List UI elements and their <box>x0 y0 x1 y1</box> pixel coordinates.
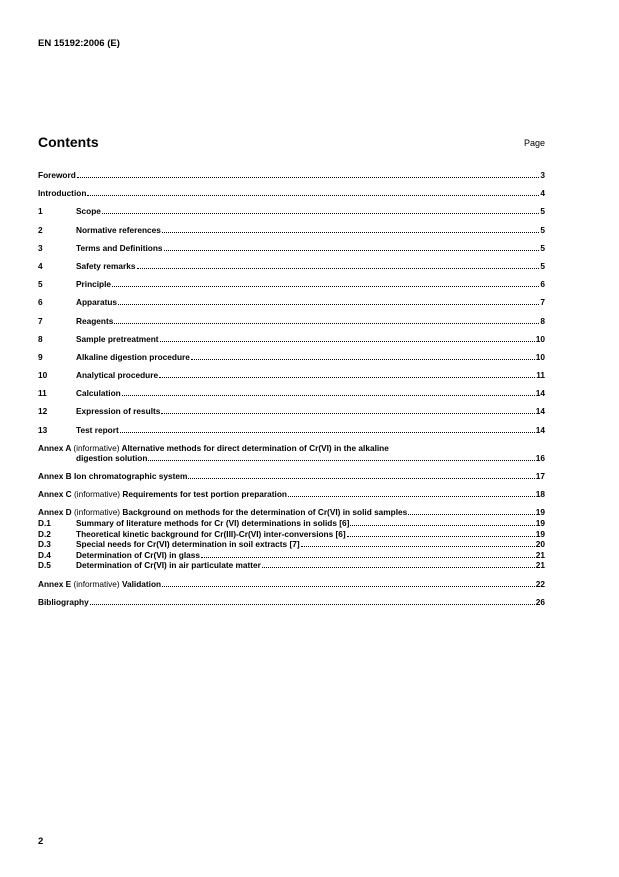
toc-entry-bibliography[interactable] <box>38 597 545 607</box>
toc-entry-text: Alkaline digestion procedure <box>76 351 190 362</box>
toc-entry-text: Determination of Cr(VI) in glass <box>76 549 201 560</box>
dot-leader <box>120 431 535 433</box>
toc-entry-text: Background on methods for the determination of Cr(VI) in solid samples <box>122 507 408 518</box>
dot-leader <box>288 495 535 497</box>
toc-entry-number: 12 <box>38 406 48 417</box>
toc-entry-number: 13 <box>38 424 48 435</box>
toc-entry-page: 19 <box>535 507 545 518</box>
toc-entry-number: 2 <box>38 224 43 235</box>
toc-entry[interactable] <box>38 243 545 253</box>
toc-entry-page: 21 <box>535 560 545 571</box>
toc-entry-page: 19 <box>535 528 545 539</box>
toc-entry-annex-e[interactable] <box>38 579 545 589</box>
toc-entry-text: Requirements for test portion preparation <box>122 489 287 500</box>
toc-entry[interactable] <box>38 529 545 539</box>
toc-entry-text: Analytical procedure <box>76 370 159 381</box>
toc-entry-page: 5 <box>540 242 545 253</box>
toc-entry-number: D.1 <box>38 517 51 528</box>
toc-entry[interactable] <box>38 316 545 326</box>
toc-entry[interactable] <box>38 560 545 570</box>
dot-leader <box>148 459 534 461</box>
toc-entry-text: Safety remarks <box>76 260 136 271</box>
document-header: EN 15192:2006 (E) <box>38 38 120 49</box>
annex-qualifier: (informative) <box>73 442 120 453</box>
toc-entry[interactable] <box>38 518 545 528</box>
toc-entry-number: D.2 <box>38 528 51 539</box>
toc-entry-number: 8 <box>38 333 43 344</box>
toc-entry-page: 5 <box>540 206 545 217</box>
toc-entry-page: 19 <box>535 517 545 528</box>
toc-entry[interactable] <box>38 206 545 216</box>
toc-entry[interactable] <box>38 225 545 235</box>
dot-leader <box>90 603 535 605</box>
toc-entry-page: 14 <box>535 388 545 399</box>
page-column-label: Page <box>523 138 545 148</box>
annex-title-line1: Alternative methods for direct determination of Cr(VI) in the alkaline <box>121 442 389 453</box>
toc-entry-page: 14 <box>535 424 545 435</box>
toc-entry-text: Introduction <box>38 188 87 199</box>
toc-entry-page: 21 <box>535 549 545 560</box>
annex-qualifier: (informative) <box>73 507 121 518</box>
dot-leader <box>164 249 540 251</box>
annex-label: Annex E <box>38 578 72 589</box>
toc-entry-text: Expression of results <box>76 406 161 417</box>
toc-entry-number: D.4 <box>38 549 51 560</box>
annex-qualifier: (informative) <box>73 489 121 500</box>
toc-entry[interactable] <box>38 279 545 289</box>
toc-entry-introduction[interactable] <box>38 188 545 198</box>
annex-label: Annex C <box>38 489 72 500</box>
table-of-contents <box>38 170 545 615</box>
toc-entry-text: Reagents <box>76 315 114 326</box>
toc-entry-page: 7 <box>540 297 545 308</box>
dot-leader <box>118 303 539 305</box>
toc-entry-text: Bibliography <box>38 596 89 607</box>
annex-qualifier: (informative) <box>73 578 120 589</box>
dot-leader <box>87 194 539 196</box>
dot-leader <box>102 212 539 214</box>
toc-entry-page: 10 <box>535 333 545 344</box>
toc-entry[interactable] <box>38 539 545 549</box>
toc-entry-text: Foreword <box>38 170 76 180</box>
toc-entry-text: Terms and Definitions <box>76 242 163 253</box>
dot-leader <box>188 477 534 479</box>
toc-entry-page: 6 <box>540 279 545 290</box>
toc-entry-text: Special needs for Cr(VI) determination in soil extracts [7] <box>76 539 300 550</box>
annex-title-line2: digestion solution <box>76 452 148 463</box>
toc-entry-text: Sample pretreatment <box>76 333 159 344</box>
dot-leader <box>301 545 535 547</box>
toc-group-annex-d <box>38 507 545 570</box>
dot-leader <box>137 267 540 269</box>
toc-entry[interactable] <box>38 352 545 362</box>
toc-entry-page: 4 <box>540 188 545 199</box>
toc-entry-page: 16 <box>535 452 545 463</box>
dot-leader <box>112 285 539 287</box>
toc-entry-text: Annex B Ion chromatographic system <box>38 471 188 481</box>
toc-entry-text: Theoretical kinetic background for Cr(III)-Cr(VI) inter-conversions [6] <box>76 528 346 539</box>
dot-leader <box>160 340 535 342</box>
toc-entry-page: 8 <box>540 315 545 326</box>
toc-entry-page: 17 <box>535 471 545 481</box>
toc-entry-number: 11 <box>38 388 47 399</box>
annex-label: Annex A <box>38 442 72 453</box>
toc-entry-number: 3 <box>38 242 43 253</box>
toc-entry[interactable] <box>38 550 545 560</box>
toc-entry-page: 14 <box>535 406 545 417</box>
toc-entry-text: Determination of Cr(VI) in air particulate matter <box>76 560 261 571</box>
toc-entry-page: 5 <box>540 224 545 235</box>
toc-entry-number: 7 <box>38 315 43 326</box>
toc-entry-text: Principle <box>76 279 112 290</box>
toc-entry-page: 18 <box>535 489 545 500</box>
toc-entry-number: 9 <box>38 351 43 362</box>
toc-entry-number: D.3 <box>38 539 51 550</box>
toc-entry[interactable] <box>38 370 545 380</box>
toc-entry-text: Scope <box>76 206 101 217</box>
toc-entry-page: 22 <box>535 578 545 589</box>
page-title: Contents <box>38 134 99 150</box>
dot-leader <box>347 535 535 537</box>
toc-entry-annex-c[interactable] <box>38 489 545 499</box>
dot-leader <box>262 566 535 568</box>
dot-leader <box>122 394 535 396</box>
dot-leader <box>114 322 539 324</box>
toc-entry-annex-d[interactable] <box>38 507 545 517</box>
toc-entry[interactable] <box>38 388 545 398</box>
toc-entry[interactable] <box>38 334 545 344</box>
dot-leader <box>161 412 534 414</box>
toc-entry-page: 26 <box>535 596 545 607</box>
toc-entry-annex-a[interactable] <box>38 443 545 463</box>
toc-entry-number: 1 <box>38 206 43 217</box>
toc-entry-text: Test report <box>76 424 119 435</box>
toc-entry[interactable] <box>38 297 545 307</box>
toc-entry-number: 4 <box>38 260 43 271</box>
toc-entry-page: 5 <box>540 260 545 271</box>
annex-label: Annex D <box>38 507 72 518</box>
dot-leader <box>408 513 534 515</box>
toc-entry-text: Summary of literature methods for Cr (VI) determinations in solids [6] <box>76 517 350 528</box>
dot-leader <box>191 358 535 360</box>
dot-leader <box>159 376 535 378</box>
toc-entry-number: 10 <box>38 370 48 381</box>
toc-entry-page: 11 <box>536 370 545 381</box>
toc-entry-text: Apparatus <box>76 297 118 308</box>
toc-entry-number: D.5 <box>38 560 51 571</box>
dot-leader <box>77 176 540 178</box>
dot-leader <box>350 524 534 526</box>
toc-entry[interactable] <box>38 261 545 271</box>
toc-entry-page: 20 <box>535 539 545 550</box>
dot-leader <box>162 585 535 587</box>
dot-leader <box>162 231 540 233</box>
toc-entry-number: 6 <box>38 297 43 308</box>
toc-entry-text: Normative references <box>76 224 161 235</box>
toc-entry-foreword[interactable] <box>38 170 545 180</box>
dot-leader <box>201 556 535 558</box>
toc-entry[interactable] <box>38 406 545 416</box>
toc-entry-text: Validation <box>121 578 162 589</box>
toc-entry-number: 5 <box>38 279 43 290</box>
toc-entry[interactable] <box>38 425 545 435</box>
toc-entry-page: 3 <box>540 170 545 180</box>
toc-entry-annex-b[interactable] <box>38 471 545 481</box>
toc-entry-page: 10 <box>535 351 545 362</box>
toc-entry-text: Calculation <box>76 388 121 399</box>
page-number: 2 <box>38 836 44 847</box>
